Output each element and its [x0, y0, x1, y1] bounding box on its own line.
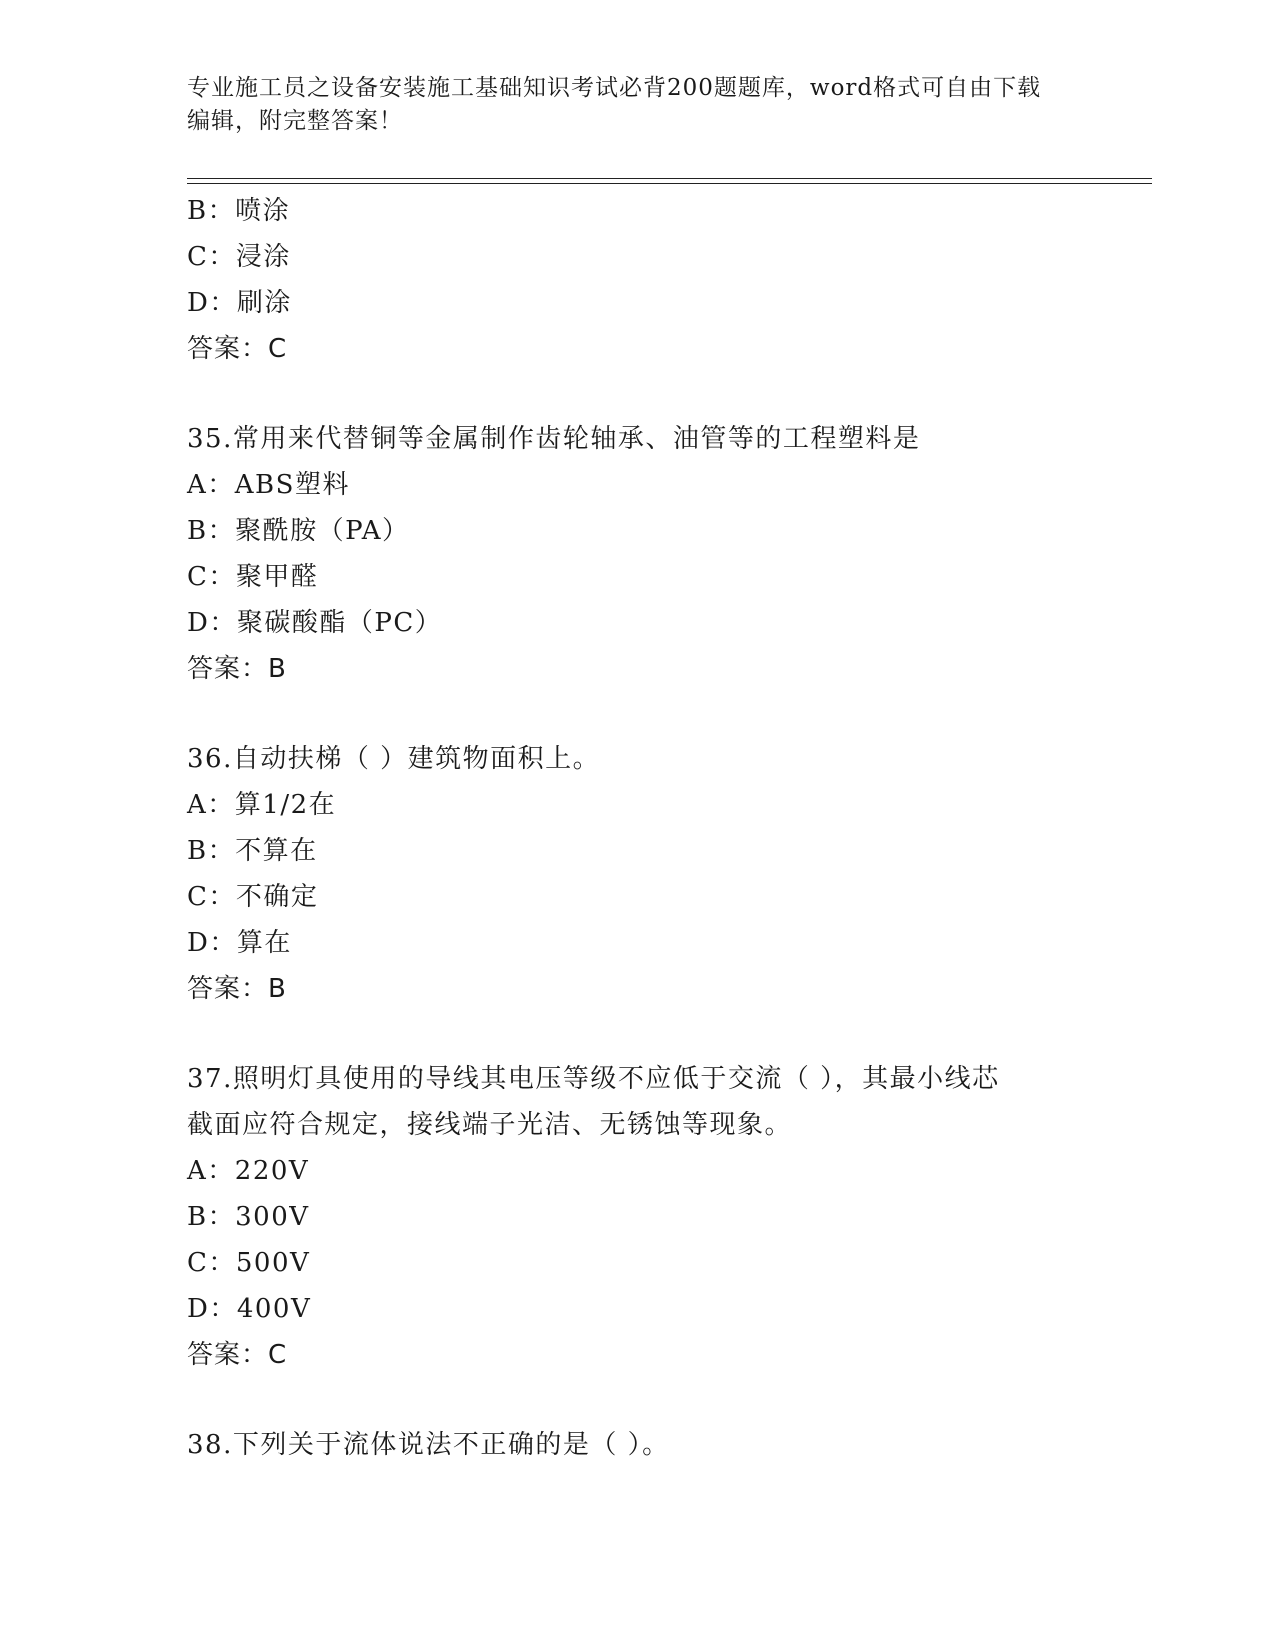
question-stem: 35.常用来代替铜等金属制作齿轮轴承、油管等的工程塑料是 — [187, 424, 921, 454]
option-d: D：刷涂 — [187, 288, 292, 318]
document-header — [187, 72, 1067, 138]
option-a: A：220V — [187, 1156, 310, 1186]
option-a: A：ABS塑料 — [187, 470, 350, 500]
answer-line: 答案：B — [187, 654, 287, 684]
header-title-line1: 专业施工员之设备安装施工基础知识考试必背200题题库，word格式可自由下载 — [187, 75, 1042, 101]
option-d: D：聚碳酸酯（PC） — [187, 608, 443, 638]
option-b: B：聚酰胺（PA） — [187, 516, 410, 546]
option-c: C：500V — [187, 1248, 311, 1278]
question-stem-line2: 截面应符合规定，接线端子光洁、无锈蚀等现象。 — [187, 1110, 793, 1140]
spacer — [187, 372, 1067, 416]
option-c: C：浸涂 — [187, 242, 291, 272]
question-36 — [187, 736, 1067, 1012]
answer-line: 答案：C — [187, 1340, 288, 1370]
header-title-line2: 编辑，附完整答案！ — [187, 108, 403, 134]
document-body — [187, 188, 1067, 1468]
question-37 — [187, 1056, 1067, 1378]
header-divider-top — [187, 178, 1152, 179]
spacer — [187, 1378, 1067, 1422]
option-b: B：300V — [187, 1202, 310, 1232]
option-b: B：喷涂 — [187, 196, 291, 226]
option-c: C：聚甲醛 — [187, 562, 319, 592]
question-stem: 38.下列关于流体说法不正确的是（ ）。 — [187, 1430, 670, 1460]
option-d: D：算在 — [187, 928, 292, 958]
spacer — [187, 1012, 1067, 1056]
question-35 — [187, 416, 1067, 692]
question-fragment — [187, 188, 1067, 372]
question-stem-line1: 37.照明灯具使用的导线其电压等级不应低于交流（ ），其最小线芯 — [187, 1064, 1000, 1094]
option-d: D：400V — [187, 1294, 312, 1324]
answer-line: 答案：C — [187, 334, 288, 364]
question-38 — [187, 1422, 1067, 1468]
answer-line: 答案：B — [187, 974, 287, 1004]
option-b: B：不算在 — [187, 836, 318, 866]
option-c: C：不确定 — [187, 882, 319, 912]
header-divider-bottom — [187, 183, 1152, 184]
spacer — [187, 692, 1067, 736]
option-a: A：算1/2在 — [187, 790, 337, 820]
question-stem: 36.自动扶梯（ ）建筑物面积上。 — [187, 744, 601, 774]
